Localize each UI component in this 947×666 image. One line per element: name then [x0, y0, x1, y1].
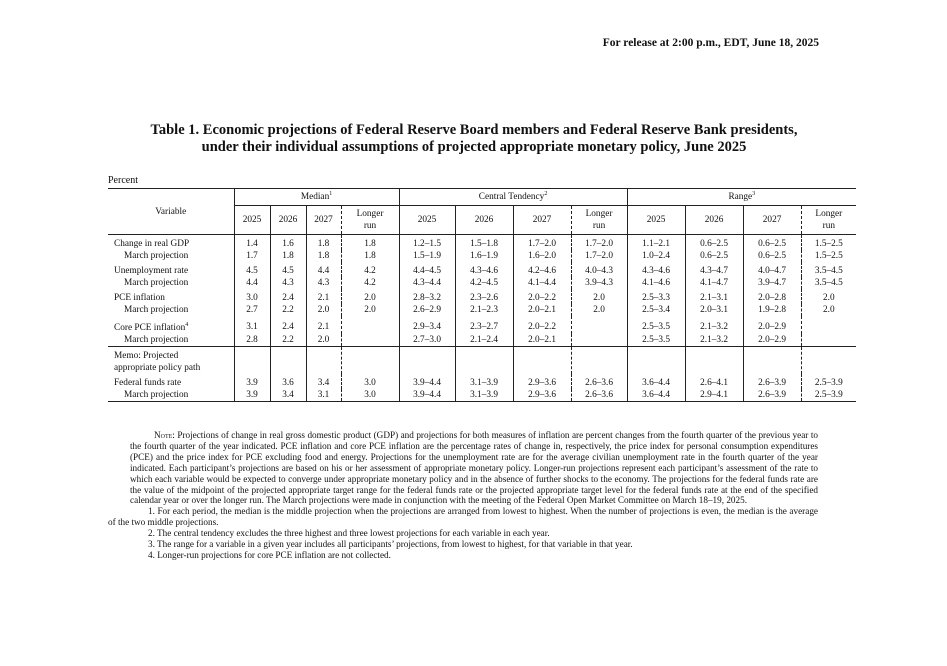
ct-cell: 1.7–2.0 — [571, 235, 627, 251]
range-cell: 2.0 — [801, 304, 856, 316]
range-cell: 2.5–3.4 — [627, 304, 685, 316]
median-cell: 1.4 — [234, 235, 270, 251]
ct-cell: 2.1–2.4 — [455, 334, 513, 347]
note-paragraph: Note: Projections of change in real gross domestic product (GDP) and projections for both measures of inflation are percent changes from the fourth quarter of the previous year to the fourth quarter of the year indicated. PCE inflation and core PCE inflation are the percentage rates of change in, respectively, the price index for personal consumption expenditures (PCE) and the price index for PCE excluding food and energy. Projections for the unemployment rate are for the average civilian unemployment rate in the fourth quarter of the year indicated. Each participant’s projections are based on his or her assessment of appropriate monetary policy. Longer-run projections represent each participant’s assessment of the rate to which each variable would be expected to converge under appropriate monetary policy and in the absence of further shocks to the economy. The projections for the federal funds rate are the value of the midpoint of the projected appropriate target range for the federal funds rate or the projected appropriate target level for the federal funds rate at the end of the specified calendar year or over the longer run. The March projections were made in conjunction with the meeting of the Federal Open Market Committee on March 18–19, 2025. — [130, 430, 818, 506]
median-cell: 1.6 — [270, 235, 306, 251]
row-label: March projection — [124, 251, 189, 261]
projections-table — [108, 188, 856, 402]
range-cell: 4.0–4.7 — [743, 262, 801, 277]
ct-cell — [571, 316, 627, 334]
range-cell: 2.1–3.2 — [685, 316, 743, 334]
range-cell: 1.5–2.5 — [801, 235, 856, 251]
row-label: PCE inflation — [114, 293, 165, 303]
row-label: March projection — [124, 278, 189, 288]
ct-cell: 2.3–2.7 — [455, 316, 513, 334]
title-line-1: Table 1. Economic projections of Federal Reserve Board members and Federal Reserve Bank presidents, — [150, 122, 798, 138]
range-cell: 2.5–3.9 — [801, 389, 856, 402]
table-row — [108, 262, 856, 277]
footnote-4: 4. Longer-run projections for core PCE inflation are not collected. — [148, 549, 391, 560]
median-cell: 2.8 — [234, 334, 270, 347]
ct-cell: 3.9–4.4 — [399, 374, 455, 389]
year-header: 2026 — [685, 206, 743, 235]
header-group-row — [108, 189, 856, 206]
ct-cell: 4.2–4.6 — [513, 262, 571, 277]
median-cell: 4.3 — [306, 277, 341, 289]
ct-cell: 2.0 — [571, 304, 627, 316]
median-cell: 2.0 — [306, 334, 341, 347]
range-cell: 1.9–2.8 — [743, 304, 801, 316]
year-header: 2026 — [455, 206, 513, 235]
central-tendency-group-header: Central Tendency$^2$ — [399, 189, 627, 206]
ct-cell: 1.6–1.9 — [455, 250, 513, 262]
range-cell: 2.6–3.9 — [743, 389, 801, 402]
footnote-3: 3. The range for a variable in a given year includes all participants’ projections, from lowest to highest, for that variable in that year. — [148, 539, 633, 550]
range-cell: 0.6–2.5 — [685, 250, 743, 262]
range-cell: 3.5–4.5 — [801, 277, 856, 289]
year-header: 2026 — [270, 206, 306, 235]
range-cell: 4.1–4.7 — [685, 277, 743, 289]
range-cell: 2.0–2.9 — [743, 334, 801, 347]
median-cell: 3.0 — [234, 289, 270, 304]
ct-cell: 4.0–4.3 — [571, 262, 627, 277]
row-label: March projection — [124, 305, 189, 315]
ct-cell: 2.6–3.6 — [571, 389, 627, 402]
median-cell: 2.4 — [270, 316, 306, 334]
longer-run-header: Longer run — [341, 206, 399, 235]
range-cell: 2.0–2.9 — [743, 316, 801, 334]
row-label: Federal funds rate — [114, 378, 182, 389]
table-row — [108, 250, 856, 262]
ct-cell: 2.1–2.3 — [455, 304, 513, 316]
year-header: 2027 — [513, 206, 571, 235]
ct-cell: 2.9–3.6 — [513, 374, 571, 389]
ct-cell — [571, 334, 627, 347]
ct-cell: 3.1–3.9 — [455, 374, 513, 389]
table-row — [108, 374, 856, 389]
median-cell: 3.0 — [341, 374, 399, 389]
ct-cell: 2.6–3.6 — [571, 374, 627, 389]
year-header: 2025 — [399, 206, 455, 235]
range-cell: 3.5–4.5 — [801, 262, 856, 277]
year-header: 2025 — [627, 206, 685, 235]
median-cell: 4.5 — [270, 262, 306, 277]
footnote-2: 2. The central tendency excludes the three highest and three lowest projections for each variable in each year. — [148, 528, 550, 539]
median-cell: 3.6 — [270, 374, 306, 389]
median-cell: 3.9 — [234, 374, 270, 389]
ct-cell: 4.3–4.4 — [399, 277, 455, 289]
median-cell: 1.8 — [341, 235, 399, 251]
ct-cell: 2.0 — [571, 289, 627, 304]
range-cell: 2.6–4.1 — [685, 374, 743, 389]
ct-cell: 2.0–2.2 — [513, 316, 571, 334]
range-cell: 4.1–4.6 — [627, 277, 685, 289]
range-cell: 2.0–2.8 — [743, 289, 801, 304]
median-group-header: Median$^1$ — [234, 189, 399, 206]
range-group-header: Range$^3$ — [627, 189, 856, 206]
range-cell: 2.1–3.2 — [685, 334, 743, 347]
median-cell: 3.1 — [306, 389, 341, 402]
median-cell: 2.4 — [270, 289, 306, 304]
range-cell — [801, 316, 856, 334]
ct-cell: 2.7–3.0 — [399, 334, 455, 347]
ct-cell: 1.7–2.0 — [571, 250, 627, 262]
median-cell: 3.0 — [341, 389, 399, 402]
year-header: 2025 — [234, 206, 270, 235]
row-label: Unemployment rate — [114, 266, 189, 276]
ct-cell: 4.2–4.5 — [455, 277, 513, 289]
ct-cell: 4.1–4.4 — [513, 277, 571, 289]
longer-run-header: Longer run — [571, 206, 627, 235]
ct-cell: 1.2–1.5 — [399, 235, 455, 251]
ct-cell: 1.6–2.0 — [513, 250, 571, 262]
median-cell: 3.9 — [234, 389, 270, 402]
longer-run-header: Longer run — [801, 206, 856, 235]
range-cell: 2.5–3.5 — [627, 334, 685, 347]
ct-cell: 1.5–1.8 — [455, 235, 513, 251]
table-body — [108, 235, 856, 402]
median-cell: 3.1 — [234, 316, 270, 334]
table-row — [108, 316, 856, 334]
row-label: Change in real GDP — [114, 239, 190, 249]
range-cell: 3.6–4.4 — [627, 389, 685, 402]
release-line: For release at 2:00 p.m., EDT, June 18, 2025 — [602, 37, 819, 49]
table-row — [108, 235, 856, 251]
range-cell: 4.3–4.7 — [685, 262, 743, 277]
ct-cell: 4.3–4.6 — [455, 262, 513, 277]
median-cell: 4.4 — [234, 277, 270, 289]
footnote-1: 1. For each period, the median is the middle projection when the projections are arranged from lowest to highest. When the number of projections is even, the median is the average of the two middle projections. — [108, 506, 818, 528]
range-cell: 2.9–4.1 — [685, 389, 743, 402]
variable-header: Variable — [108, 189, 234, 235]
row-label: March projection — [124, 390, 189, 401]
ct-cell: 2.0–2.1 — [513, 334, 571, 347]
range-cell: 2.0–3.1 — [685, 304, 743, 316]
median-cell: 4.2 — [341, 262, 399, 277]
table-row — [108, 304, 856, 316]
median-cell: 4.5 — [234, 262, 270, 277]
range-cell: 2.5–3.3 — [627, 289, 685, 304]
median-cell: 4.2 — [341, 277, 399, 289]
median-cell: 4.3 — [270, 277, 306, 289]
row-label: March projection — [124, 335, 189, 346]
table-row — [108, 289, 856, 304]
median-cell: 1.8 — [270, 250, 306, 262]
range-cell: 1.5–2.5 — [801, 250, 856, 262]
range-cell: 2.5–3.9 — [801, 374, 856, 389]
range-cell: 2.1–3.1 — [685, 289, 743, 304]
ct-cell: 2.8–3.2 — [399, 289, 455, 304]
table-row — [108, 389, 856, 402]
notes-section — [108, 430, 818, 561]
ct-cell: 1.5–1.9 — [399, 250, 455, 262]
median-cell: 2.1 — [306, 289, 341, 304]
range-cell: 0.6–2.5 — [743, 235, 801, 251]
median-cell: 1.8 — [341, 250, 399, 262]
median-cell: 1.8 — [306, 235, 341, 251]
median-cell: 2.0 — [306, 304, 341, 316]
table-title — [100, 122, 848, 156]
ct-cell: 2.0–2.2 — [513, 289, 571, 304]
range-cell: 0.6–2.5 — [685, 235, 743, 251]
ct-cell: 3.1–3.9 — [455, 389, 513, 402]
table-row — [108, 334, 856, 347]
range-cell — [801, 334, 856, 347]
median-cell: 2.0 — [341, 304, 399, 316]
units-label: Percent — [108, 175, 138, 186]
ct-cell: 1.7–2.0 — [513, 235, 571, 251]
range-cell: 2.0 — [801, 289, 856, 304]
median-cell: 2.2 — [270, 304, 306, 316]
range-cell: 2.5–3.5 — [627, 316, 685, 334]
title-line-2: under their individual assumptions of projected appropriate monetary policy, June 2025 — [201, 139, 747, 155]
year-header: 2027 — [743, 206, 801, 235]
ct-cell: 3.9–4.3 — [571, 277, 627, 289]
median-cell: 1.7 — [234, 250, 270, 262]
ct-cell: 2.3–2.6 — [455, 289, 513, 304]
median-cell — [341, 334, 399, 347]
median-cell: 2.7 — [234, 304, 270, 316]
median-cell: 3.4 — [306, 374, 341, 389]
ct-cell: 2.9–3.6 — [513, 389, 571, 402]
ct-cell: 2.9–3.4 — [399, 316, 455, 334]
range-cell: 1.0–2.4 — [627, 250, 685, 262]
range-cell: 4.3–4.6 — [627, 262, 685, 277]
range-cell: 2.6–3.9 — [743, 374, 801, 389]
memo-label: Memo: Projected appropriate policy path — [114, 351, 201, 374]
median-cell: 4.4 — [306, 262, 341, 277]
ct-cell: 2.6–2.9 — [399, 304, 455, 316]
ct-cell: 4.4–4.5 — [399, 262, 455, 277]
median-cell: 3.4 — [270, 389, 306, 402]
median-cell: 1.8 — [306, 250, 341, 262]
year-header: 2027 — [306, 206, 341, 235]
median-cell: 2.0 — [341, 289, 399, 304]
median-cell: 2.2 — [270, 334, 306, 347]
ct-cell: 3.9–4.4 — [399, 389, 455, 402]
range-cell: 0.6–2.5 — [743, 250, 801, 262]
ct-cell: 2.0–2.1 — [513, 304, 571, 316]
median-cell: 2.1 — [306, 316, 341, 334]
range-cell: 3.6–4.4 — [627, 374, 685, 389]
median-cell — [341, 316, 399, 334]
row-label: Core PCE inflation$^4$ — [114, 322, 189, 334]
table-row — [108, 277, 856, 289]
memo-row — [108, 347, 856, 375]
range-cell: 3.9–4.7 — [743, 277, 801, 289]
range-cell: 1.1–2.1 — [627, 235, 685, 251]
